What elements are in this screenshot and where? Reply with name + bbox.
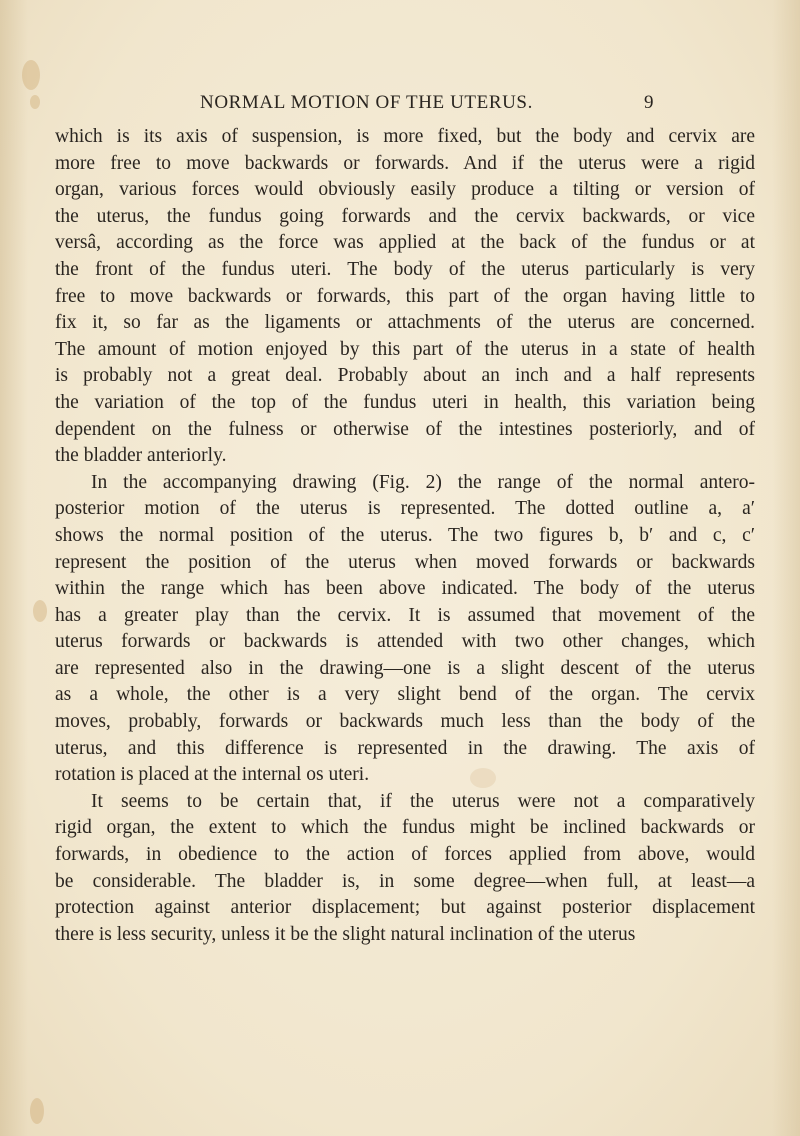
text-line: the variation of the top of the fundus uteri in health, this variation being [55, 391, 755, 413]
text-line: rotation is placed at the internal os uteri. [55, 764, 370, 786]
paragraph [55, 124, 755, 470]
text-line: the front of the fundus uteri. The body of the uterus particularly is very [55, 258, 755, 280]
body-text [55, 124, 755, 948]
text-line: rigid organ, the extent to which the fundus might be inclined backwards or [55, 817, 755, 839]
page-edge-shadow-right [772, 0, 800, 1136]
text-line: versâ, according as the force was applied at the back of the fundus or at [55, 232, 755, 254]
text-line: as a whole, the other is a very slight bend of the organ. The cervix [55, 684, 755, 706]
text-line: within the range which has been above indicated. The body of the uterus [55, 578, 755, 600]
text-line: organ, various forces would obviously easily produce a tilting or version of [55, 179, 755, 201]
foxing-spot [33, 600, 47, 622]
text-line: the uterus, the fundus going forwards and the cervix backwards, or vice [55, 205, 755, 227]
foxing-spot [30, 95, 40, 109]
text-line: there is less security, unless it be the slight natural inclination of the uterus [55, 923, 636, 945]
text-line: shows the normal position of the uterus. The two figures b, b′ and c, c′ [55, 524, 755, 546]
text-line: has a greater play than the cervix. It is assumed that movement of the [55, 604, 755, 626]
text-line: free to move backwards or forwards, this part of the organ having little to [55, 285, 755, 307]
text-line: forwards, in obedience to the action of forces applied from above, would [55, 844, 755, 866]
page-edge-shadow-left [0, 0, 28, 1136]
text-line: fix it, so far as the ligaments or attachments of the uterus are concerned. [55, 312, 755, 334]
text-line: moves, probably, forwards or backwards much less than the body of the [55, 711, 755, 733]
text-line: In the accompanying drawing (Fig. 2) the range of the normal antero- [91, 471, 755, 493]
page-number: 9 [644, 92, 654, 113]
text-line: dependent on the fulness or otherwise of the intestines posteriorly, and of [55, 418, 755, 440]
paragraph [55, 470, 755, 789]
text-line: be considerable. The bladder is, in some degree—when full, at least—a [55, 870, 755, 892]
running-head: NORMAL MOTION OF THE UTERUS. [200, 92, 533, 113]
text-line: represent the position of the uterus when moved forwards or backwards [55, 551, 755, 573]
text-line: is probably not a great deal. Probably about an inch and a half represents [55, 365, 755, 387]
text-line: It seems to be certain that, if the uterus were not a comparatively [91, 790, 755, 812]
text-line: The amount of motion enjoyed by this part of the uterus in a state of health [55, 338, 755, 360]
text-line: uterus forwards or backwards is attended with two other changes, which [55, 631, 755, 653]
foxing-spot [22, 60, 40, 90]
foxing-spot [30, 1098, 44, 1124]
text-line: posterior motion of the uterus is represented. The dotted outline a, a′ [55, 498, 755, 520]
text-line: protection against anterior displacement; but against posterior displacement [55, 897, 755, 919]
text-line: which is its axis of suspension, is more fixed, but the body and cervix are [55, 126, 755, 147]
text-line: are represented also in the drawing—one is a slight descent of the uterus [55, 657, 755, 679]
paragraph [55, 789, 755, 949]
text-line: uterus, and this difference is represented in the drawing. The axis of [55, 737, 755, 759]
text-line: more free to move backwards or forwards. And if the uterus were a rigid [55, 152, 755, 174]
text-line: the bladder anteriorly. [55, 445, 227, 467]
